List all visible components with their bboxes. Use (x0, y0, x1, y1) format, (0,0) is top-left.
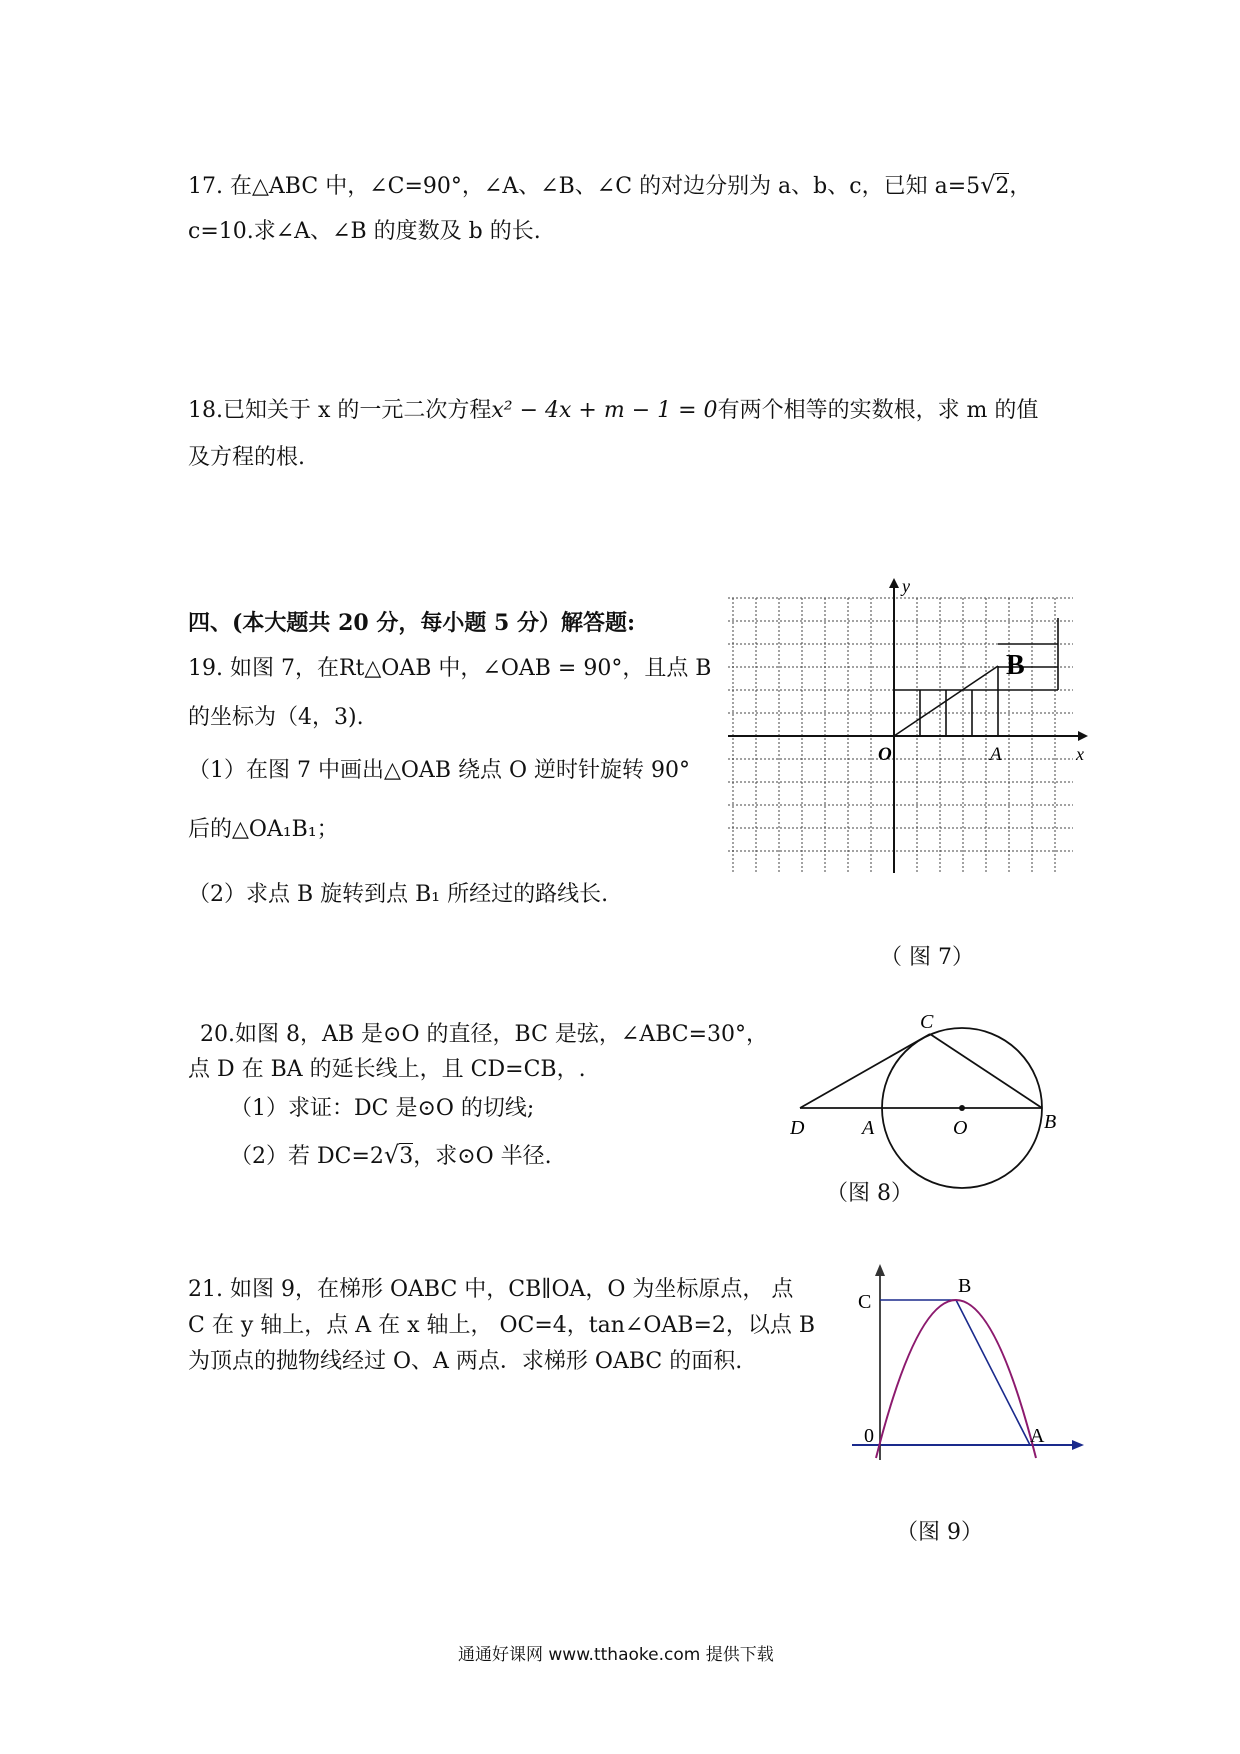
q20-line4 (230, 1140, 552, 1172)
footer-text: 通通好课网 www.tthaoke.com 提供下载 (458, 1645, 774, 1665)
parabola-curve (876, 1300, 1036, 1458)
sqrt-symbol: √ (980, 171, 996, 199)
fig7-label-x: x (1076, 744, 1084, 764)
fig7-label-b: B (1006, 650, 1025, 681)
figure-7-grid (728, 578, 1088, 878)
fig7-label-a: A (990, 744, 1002, 765)
section-heading: 四、(本大题共 20 分，每小题 5 分）解答题: (188, 610, 636, 636)
q19-line2: 的坐标为（4，3). (188, 705, 364, 730)
triangle-oab (894, 618, 1058, 736)
fig8-label-a: A (862, 1117, 875, 1139)
fig9-caption: （图 9） (896, 1520, 983, 1545)
fig8-label-c: C (920, 1011, 934, 1033)
q17-line1-tail: ， (1009, 174, 1032, 199)
sqrt-symbol: √ (383, 1141, 400, 1169)
fig9-label-c: C (858, 1291, 872, 1313)
fig8-label-d: D (790, 1117, 805, 1139)
q17-line2: c=10.求∠A、∠B 的度数及 b 的长. (188, 219, 541, 244)
fig7-label-o: O (878, 744, 892, 765)
segment-cb (930, 1034, 1042, 1108)
q19-line3: （1）在图 7 中画出△OAB 绕点 O 逆时针旋转 90° (188, 758, 690, 783)
q17-line1-text: 17. 在△ABC 中，∠C=90°，∠A、∠B、∠C 的对边分别为 a、b、c，已知 a=5 (188, 174, 981, 199)
q20-sqrt-arg: 3 (399, 1144, 414, 1169)
x-axis-arrow (1072, 1440, 1084, 1450)
figure-8-circle (790, 1000, 1090, 1195)
fig9-label-a: A (1030, 1425, 1045, 1447)
fig7-label-y: y (902, 578, 910, 596)
q19-line4: 后的△OA₁B₁； (188, 817, 339, 842)
segment-ba (956, 1300, 1030, 1445)
q18-line1-post: 有两个相等的实数根，求 m 的值 (717, 398, 1039, 423)
fig8-label-o: O (953, 1117, 968, 1139)
q18-equation: x² − 4x + m − 1 = 0 (491, 398, 718, 423)
x-axis-arrow (1078, 731, 1088, 741)
q20-line1: 20.如图 8，AB 是⊙O 的直径，BC 是弦，∠ABC=30°， (200, 1022, 769, 1047)
center-dot (959, 1105, 965, 1111)
q19-line5: （2）求点 B 旋转到点 B₁ 所经过的路线长. (188, 882, 609, 907)
q18-line1 (188, 396, 1038, 426)
fig9-label-o: 0 (864, 1425, 874, 1447)
q18-line2: 及方程的根. (188, 445, 305, 470)
figure-9-parabola (850, 1262, 1090, 1467)
fig7-caption: （ 图 7） (880, 945, 974, 970)
fig8-caption: （图 8） (826, 1181, 913, 1206)
q21-line1: 21. 如图 9，在梯形 OABC 中，CB∥OA，O 为坐标原点， 点 (188, 1277, 794, 1302)
fig8-label-b: B (1044, 1111, 1057, 1133)
q20-line3: （1）求证：DC 是⊙O 的切线; (230, 1096, 535, 1121)
q17-line1 (188, 170, 1031, 202)
q17-sqrt-arg: 2 (995, 174, 1010, 199)
fig9-label-b: B (958, 1275, 972, 1297)
q21-line3: 为顶点的抛物线经过 O、A 两点．求梯形 OABC 的面积. (188, 1349, 743, 1374)
q20-line2: 点 D 在 BA 的延长线上，且 CD=CB，. (188, 1057, 586, 1082)
y-axis-arrow (889, 578, 899, 588)
y-axis-arrow (875, 1264, 885, 1276)
q20-line4-post: ，求⊙O 半径. (413, 1144, 552, 1169)
q20-line4-pre: （2）若 DC=2 (230, 1144, 384, 1169)
q21-line2: C 在 y 轴上，点 A 在 x 轴上， OC=4，tan∠OAB=2，以点 B (188, 1313, 816, 1338)
q19-line1: 19. 如图 7，在Rt△OAB 中，∠OAB = 90°，且点 B (188, 656, 712, 681)
q18-line1-pre: 18.已知关于 x 的一元二次方程 (188, 398, 492, 423)
segment-dc (800, 1034, 930, 1108)
